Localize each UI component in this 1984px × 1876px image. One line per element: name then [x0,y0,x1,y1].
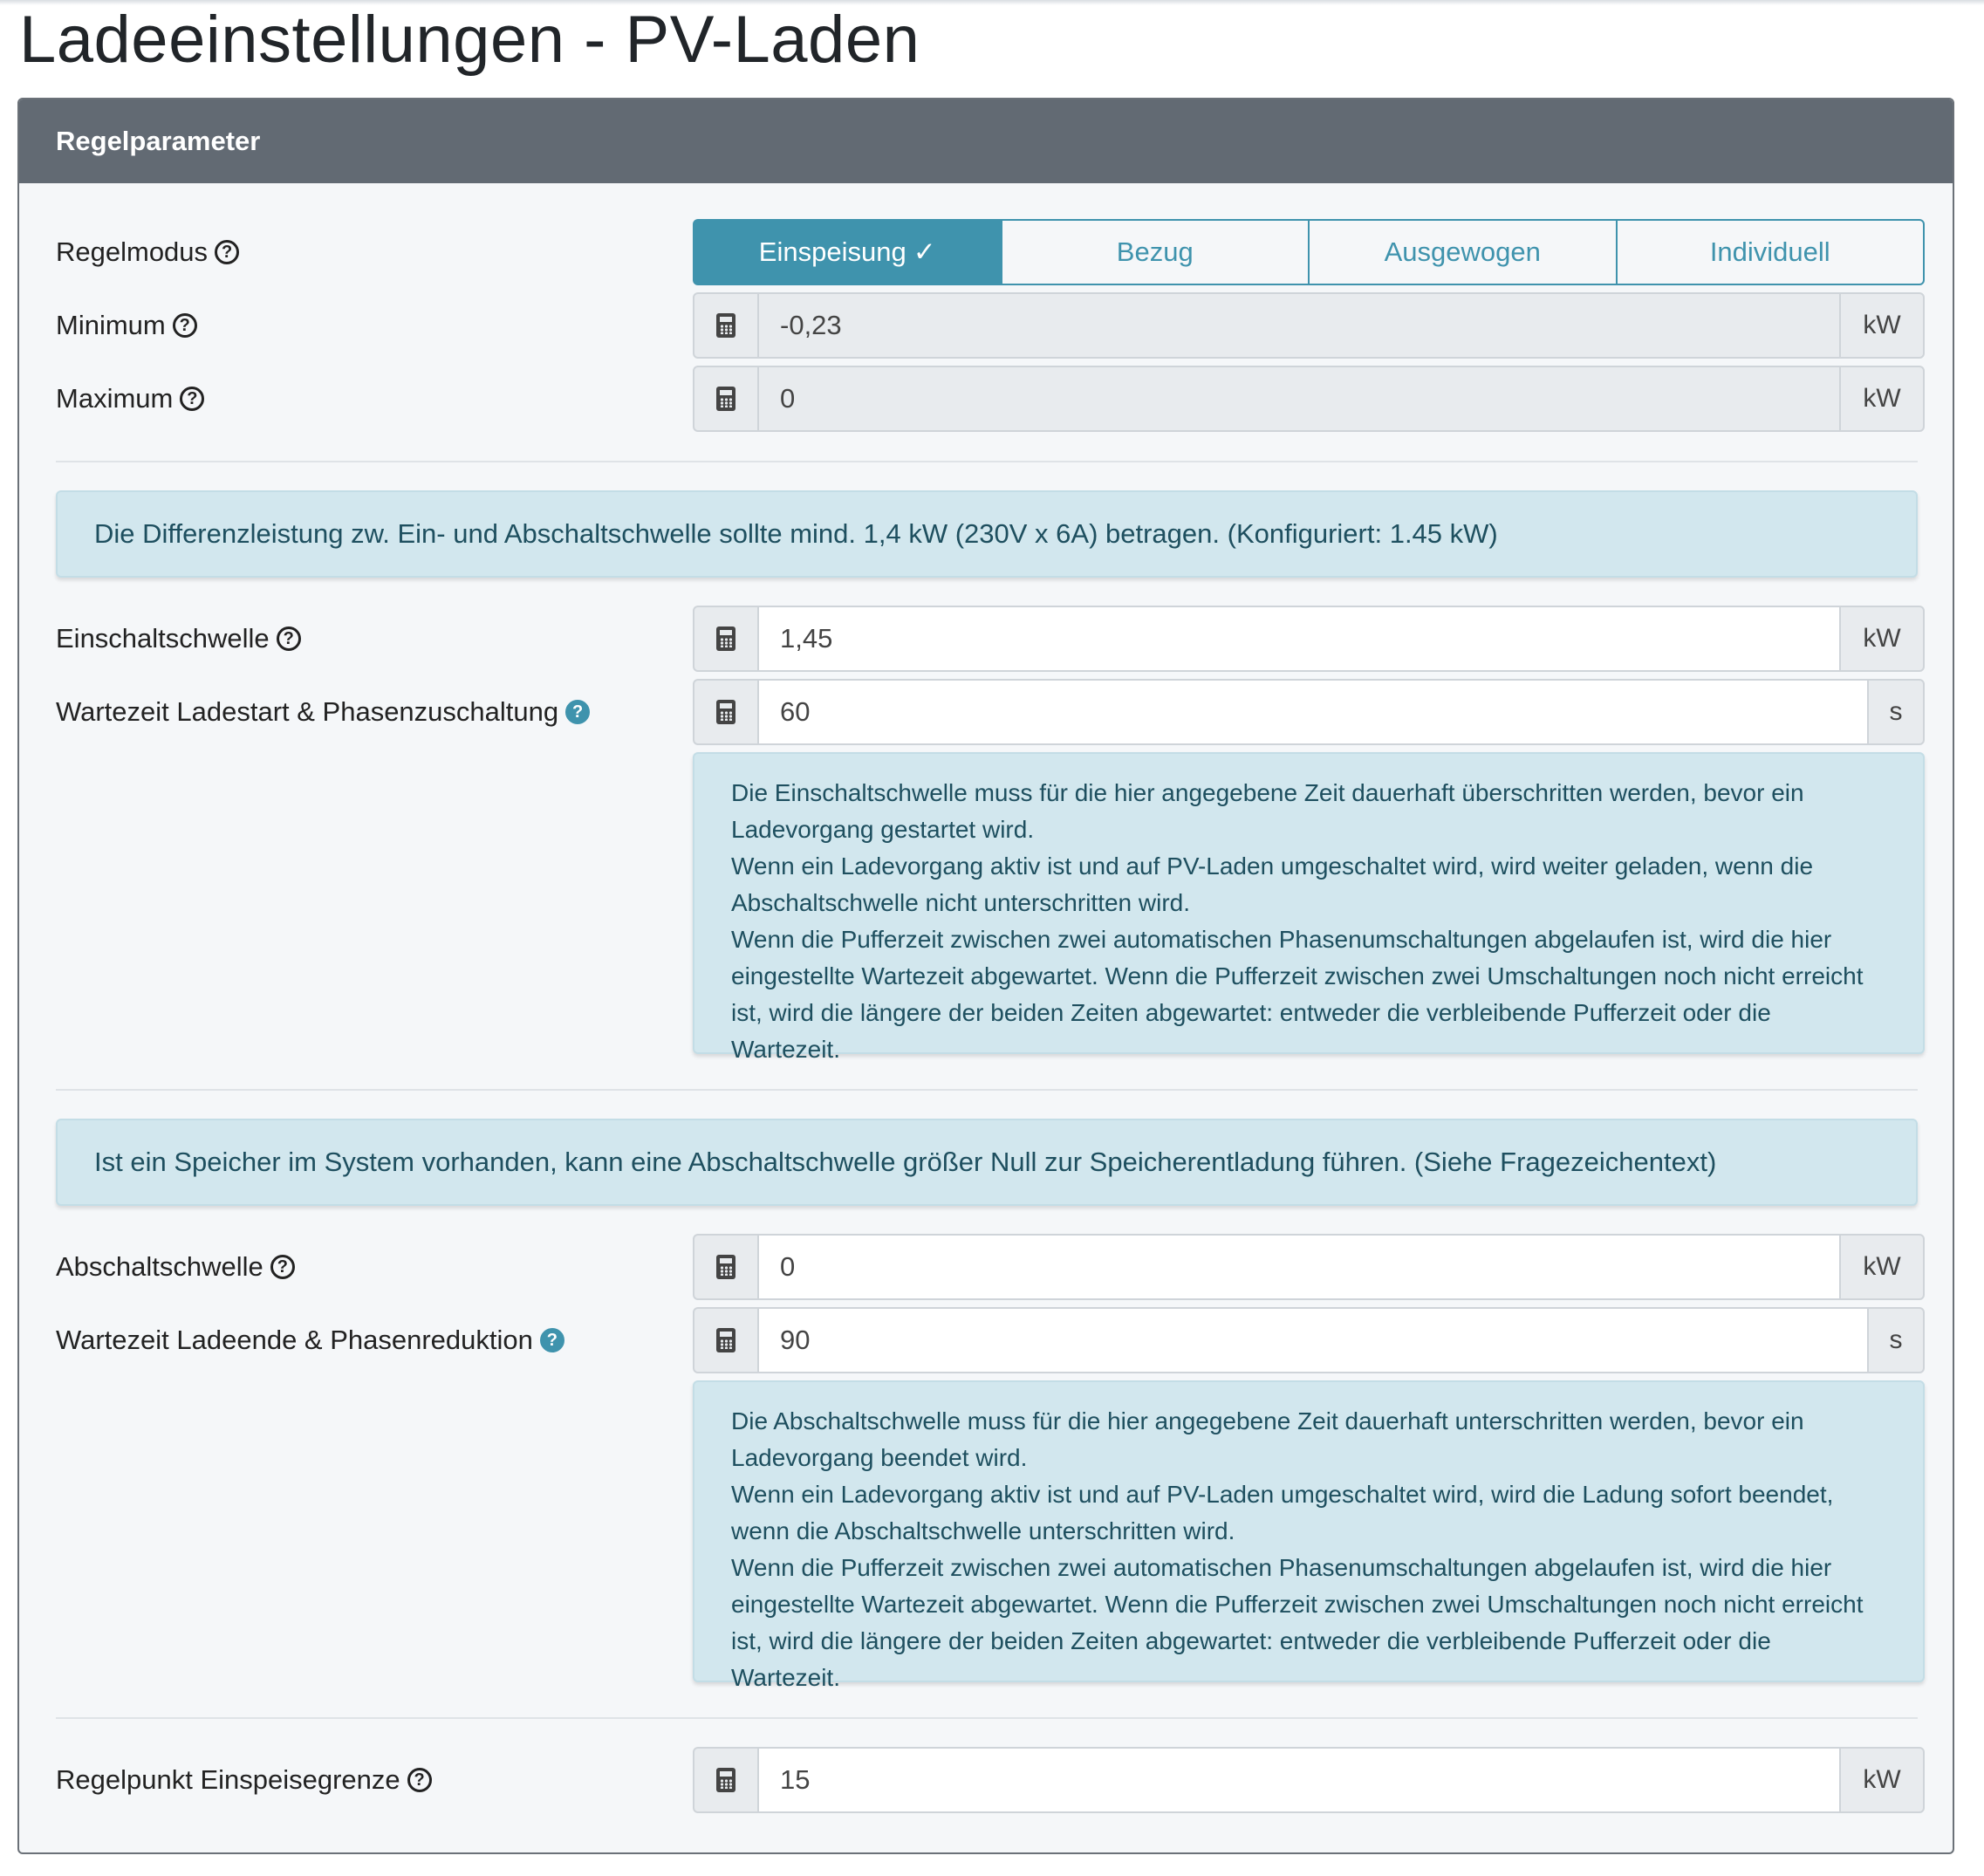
regelmodus-label: Regelmodus ? [56,219,239,285]
maximum-row [56,366,1925,432]
question-circle-icon[interactable]: ? [215,240,239,264]
wartezeit-ende-label: Wartezeit Ladeende & Phasenreduktion ? [56,1307,564,1373]
calculator-icon [693,679,759,745]
question-circle-icon[interactable]: ? [407,1768,432,1792]
abschaltschwelle-input[interactable]: 0 [759,1234,1839,1300]
regelpunkt-unit: kW [1839,1747,1925,1813]
wartezeit-start-input[interactable]: 60 [759,679,1867,745]
question-circle-icon[interactable]: ? [540,1328,564,1352]
wartezeit-ende-input[interactable]: 90 [759,1307,1867,1373]
card-header: Regelparameter [19,99,1953,183]
wartezeit-start-label: Wartezeit Ladestart & Phasenzuschaltung ? [56,679,590,745]
regelmodus-segmented [693,219,1925,285]
regelpunkt-row [56,1747,1925,1813]
divider [56,461,1918,462]
maximum-label: Maximum ? [56,366,204,432]
page-title: Ladeeinstellungen - PV-Laden [19,3,920,77]
question-circle-icon[interactable]: ? [277,626,301,651]
einschaltschwelle-label: Einschaltschwelle ? [56,606,301,672]
abschaltschwelle-unit: kW [1839,1234,1925,1300]
wartezeit-ende-unit: s [1867,1307,1925,1373]
calculator-icon [693,606,759,672]
calculator-icon [693,366,759,432]
mode-ausgewogen-button[interactable]: Ausgewogen [1308,219,1618,285]
wartezeit-start-help: Die Einschaltschwelle muss für die hier angegebene Zeit dauerhaft überschritten werden, bevor ein Ladevorgang gestartet wird. Wenn ein Ladevorgang aktiv ist und auf PV-Laden umgeschaltet wird, wird weiter geladen, wenn die Abschaltschwelle nicht unterschritten wird. Wenn die Pufferzeit zwischen zwei automatischen Phasenumschaltungen abgelaufen ist, wird die hier eingestellte Wartezeit abgewartet. Wenn die Pufferzeit zwischen zwei Umschaltungen noch nicht erreicht ist, wird die längere der beiden Zeiten abgewartet: entweder die verbleibende Pufferzeit oder die Wartezeit. [693,752,1925,1054]
wartezeit-ende-row [56,1307,1925,1373]
wartezeit-start-unit: s [1867,679,1925,745]
calculator-icon [693,1234,759,1300]
abschaltschwelle-input-group [693,1234,1925,1300]
wartezeit-ende-help: Die Abschaltschwelle muss für die hier angegebene Zeit dauerhaft unterschritten werden, bevor ein Ladevorgang beendet wird. Wenn ein Ladevorgang aktiv ist und auf PV-Laden umgeschaltet wird, wird die Ladung sofort beendet, wenn die Abschaltschwelle unterschritten wird. Wenn die Pufferzeit zwischen zwei automatischen Phasenumschaltungen abgelaufen ist, wird die hier eingestellte Wartezeit abgewartet. Wenn die Pufferzeit zwischen zwei Umschaltungen noch nicht erreicht ist, wird die längere der beiden Zeiten abgewartet: entweder die verbleibende Pufferzeit oder die Wartezeit. [693,1380,1925,1682]
einschaltschwelle-row [56,606,1925,672]
maximum-unit: kW [1839,366,1925,432]
minimum-input-group [693,292,1925,359]
differenz-alert: Die Differenzleistung zw. Ein- und Abschaltschwelle sollte mind. 1,4 kW (230V x 6A) betragen. (Konfiguriert: 1.45 kW) [56,490,1918,578]
mode-individuell-button[interactable]: Individuell [1616,219,1926,285]
wartezeit-ende-input-group [693,1307,1925,1373]
einschaltschwelle-input[interactable]: 1,45 [759,606,1839,672]
abschaltschwelle-label: Abschaltschwelle ? [56,1234,295,1300]
abschaltschwelle-row [56,1234,1925,1300]
mode-bezug-button[interactable]: Bezug [1001,219,1310,285]
calculator-icon [693,292,759,359]
divider [56,1717,1918,1719]
wartezeit-start-input-group [693,679,1925,745]
maximum-field: 0 [759,366,1839,432]
minimum-row [56,292,1925,359]
minimum-field: -0,23 [759,292,1839,359]
minimum-unit: kW [1839,292,1925,359]
speicher-alert: Ist ein Speicher im System vorhanden, kann eine Abschaltschwelle größer Null zur Speicherentladung führen. (Siehe Fragezeichentext) [56,1119,1918,1206]
regelmodus-row [56,219,1925,285]
question-circle-icon[interactable]: ? [173,313,197,338]
regelparameter-card [17,98,1954,1854]
mode-einspeisung-button[interactable]: Einspeisung ✓ [693,219,1002,285]
divider [56,1089,1918,1091]
question-circle-icon[interactable]: ? [565,700,590,724]
check-icon: ✓ [913,236,936,267]
regelpunkt-input[interactable]: 15 [759,1747,1839,1813]
calculator-icon [693,1747,759,1813]
einschaltschwelle-input-group [693,606,1925,672]
einschaltschwelle-unit: kW [1839,606,1925,672]
regelpunkt-label: Regelpunkt Einspeisegrenze ? [56,1747,432,1813]
calculator-icon [693,1307,759,1373]
question-circle-icon[interactable]: ? [180,387,204,411]
regelpunkt-input-group [693,1747,1925,1813]
question-circle-icon[interactable]: ? [270,1255,295,1279]
wartezeit-start-row [56,679,1925,745]
minimum-label: Minimum ? [56,292,197,359]
maximum-input-group [693,366,1925,432]
